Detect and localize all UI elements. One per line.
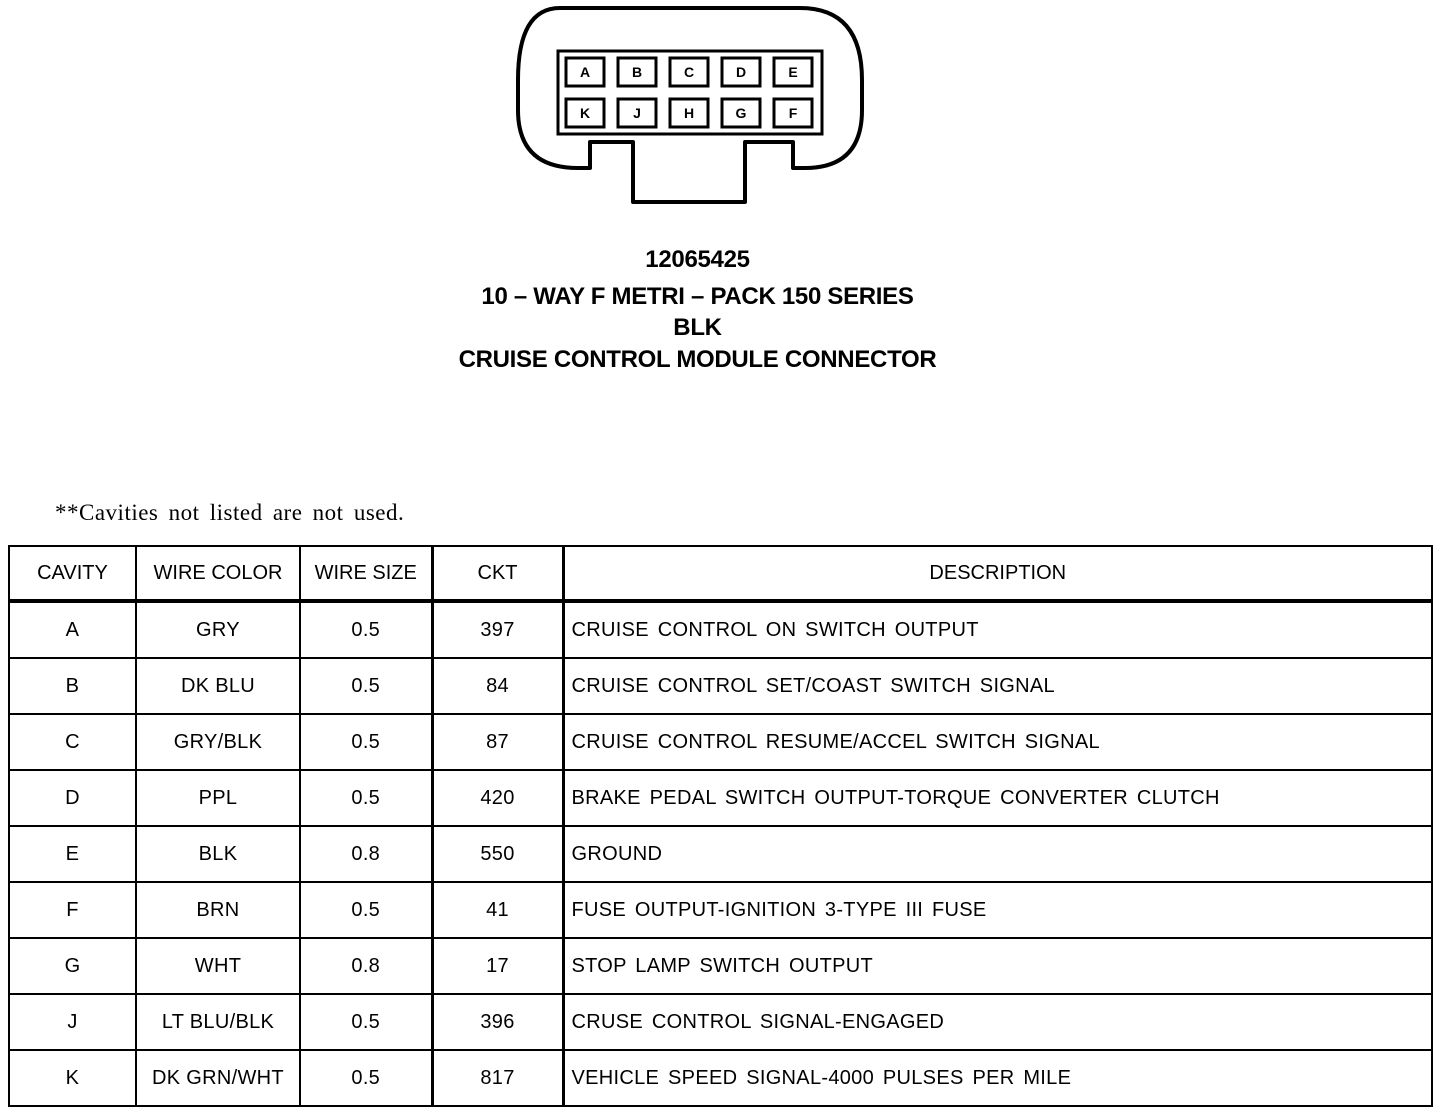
connector-type: 10 – WAY F METRI – PACK 150 SERIES [481,283,914,310]
cell-description: CRUISE CONTROL SET/COAST SWITCH SIGNAL [563,658,1432,714]
cell-description: VEHICLE SPEED SIGNAL-4000 PULSES PER MILE [563,1050,1432,1106]
cell-wire-size: 0.5 [300,770,432,826]
cell-cavity: F [9,882,136,938]
cell-wire-size: 0.5 [300,994,432,1050]
cell-wire-size: 0.8 [300,826,432,882]
unused-cavities-note: **Cavities not listed are not used. [55,500,405,525]
cell-wire-size: 0.5 [300,882,432,938]
cell-cavity: C [9,714,136,770]
cell-wire-size: 0.5 [300,1050,432,1106]
table-row [9,826,1432,882]
cell-wire-size: 0.5 [300,714,432,770]
pin-label-h: H [683,105,695,121]
cell-ckt: 817 [432,1050,563,1106]
cell-wire-color: DK GRN/WHT [136,1050,300,1106]
table-row [9,601,1432,658]
cell-description: CRUSE CONTROL SIGNAL-ENGAGED [563,994,1432,1050]
table-header-row [9,546,1432,601]
cell-wire-color: DK BLU [136,658,300,714]
cell-description: CRUISE CONTROL ON SWITCH OUTPUT [563,601,1432,658]
cell-description: STOP LAMP SWITCH OUTPUT [563,938,1432,994]
pin-label-e: E [788,64,798,80]
cell-wire-color: BRN [136,882,300,938]
cell-ckt: 17 [432,938,563,994]
header-ckt: CKT [432,546,563,601]
table-row [9,882,1432,938]
header-wire-color: WIRE COLOR [136,546,300,601]
pin-label-k: K [579,105,591,121]
cell-wire-color: WHT [136,938,300,994]
connector-name: CRUISE CONTROL MODULE CONNECTOR [458,346,937,373]
cell-cavity: G [9,938,136,994]
table-row [9,1050,1432,1106]
cell-wire-color: PPL [136,770,300,826]
table-row [9,938,1432,994]
cell-ckt: 550 [432,826,563,882]
cell-ckt: 84 [432,658,563,714]
cell-cavity: A [9,601,136,658]
connector-diagram [500,0,880,215]
cell-description: BRAKE PEDAL SWITCH OUTPUT-TORQUE CONVERTER CLUTCH [563,770,1432,826]
cell-ckt: 87 [432,714,563,770]
connector-color: BLK [673,314,722,341]
cell-ckt: 41 [432,882,563,938]
header-description: DESCRIPTION [563,546,1432,601]
cell-wire-size: 0.8 [300,938,432,994]
pin-label-d: D [735,64,747,80]
cell-cavity: E [9,826,136,882]
pin-label-j: J [633,105,641,121]
table-row [9,770,1432,826]
cell-description: GROUND [563,826,1432,882]
cell-ckt: 397 [432,601,563,658]
cell-wire-size: 0.5 [300,658,432,714]
header-cavity: CAVITY [9,546,136,601]
cell-wire-size: 0.5 [300,601,432,658]
cell-ckt: 420 [432,770,563,826]
pin-label-c: C [683,64,695,80]
cell-cavity: J [9,994,136,1050]
pin-label-a: A [579,64,591,80]
table-row [9,658,1432,714]
cell-wire-color: LT BLU/BLK [136,994,300,1050]
cell-cavity: K [9,1050,136,1106]
table-row [9,714,1432,770]
cell-description: FUSE OUTPUT-IGNITION 3-TYPE III FUSE [563,882,1432,938]
pin-label-f: F [788,105,798,121]
cell-wire-color: BLK [136,826,300,882]
cell-cavity: D [9,770,136,826]
cell-description: CRUISE CONTROL RESUME/ACCEL SWITCH SIGNAL [563,714,1432,770]
pinout-table [8,545,1433,1107]
pin-label-b: B [631,64,643,80]
cell-ckt: 396 [432,994,563,1050]
cell-wire-color: GRY/BLK [136,714,300,770]
header-wire-size: WIRE SIZE [300,546,432,601]
pin-label-g: G [735,105,747,121]
cell-wire-color: GRY [136,601,300,658]
table-row [9,994,1432,1050]
cell-cavity: B [9,658,136,714]
part-number: 12065425 [645,246,750,273]
